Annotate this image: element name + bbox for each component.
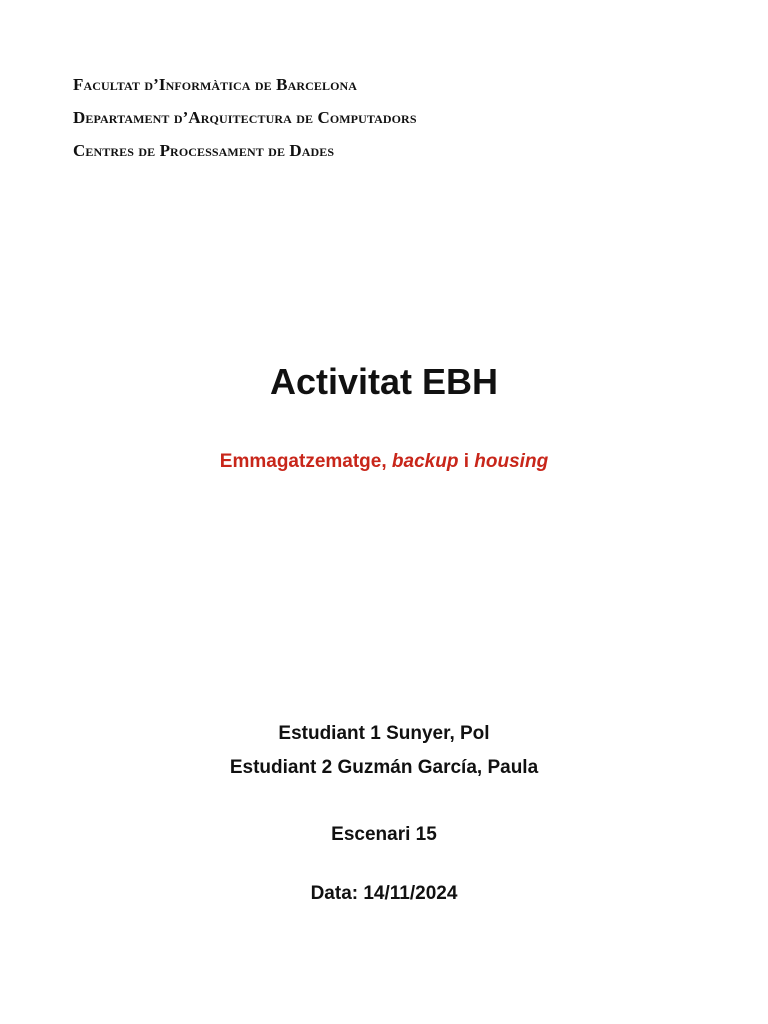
document-title: Activitat EBH xyxy=(269,361,499,402)
faculty-name: Facultat d’Informàtica de Barcelona xyxy=(73,75,358,94)
subtitle-text-conjunction: i xyxy=(458,451,475,472)
student-2: Estudiant 2 Guzmán García, Paula xyxy=(229,757,539,778)
student-list xyxy=(0,717,768,785)
subtitle-text-1: Emmagatzematge, xyxy=(219,451,392,472)
scenario-label: Escenari 15 xyxy=(331,824,437,845)
department-name: Departament d’Arquitectura de Computadors xyxy=(73,108,417,127)
date-label: Data: 14/11/2024 xyxy=(310,883,458,904)
subtitle-text-backup: backup xyxy=(391,451,459,472)
course-name: Centres de Processament de Dades xyxy=(73,141,335,160)
subtitle-text-housing: housing xyxy=(474,451,549,472)
institution-header xyxy=(73,68,417,167)
document-subtitle xyxy=(0,450,768,474)
student-1: Estudiant 1 Sunyer, Pol xyxy=(278,723,490,744)
